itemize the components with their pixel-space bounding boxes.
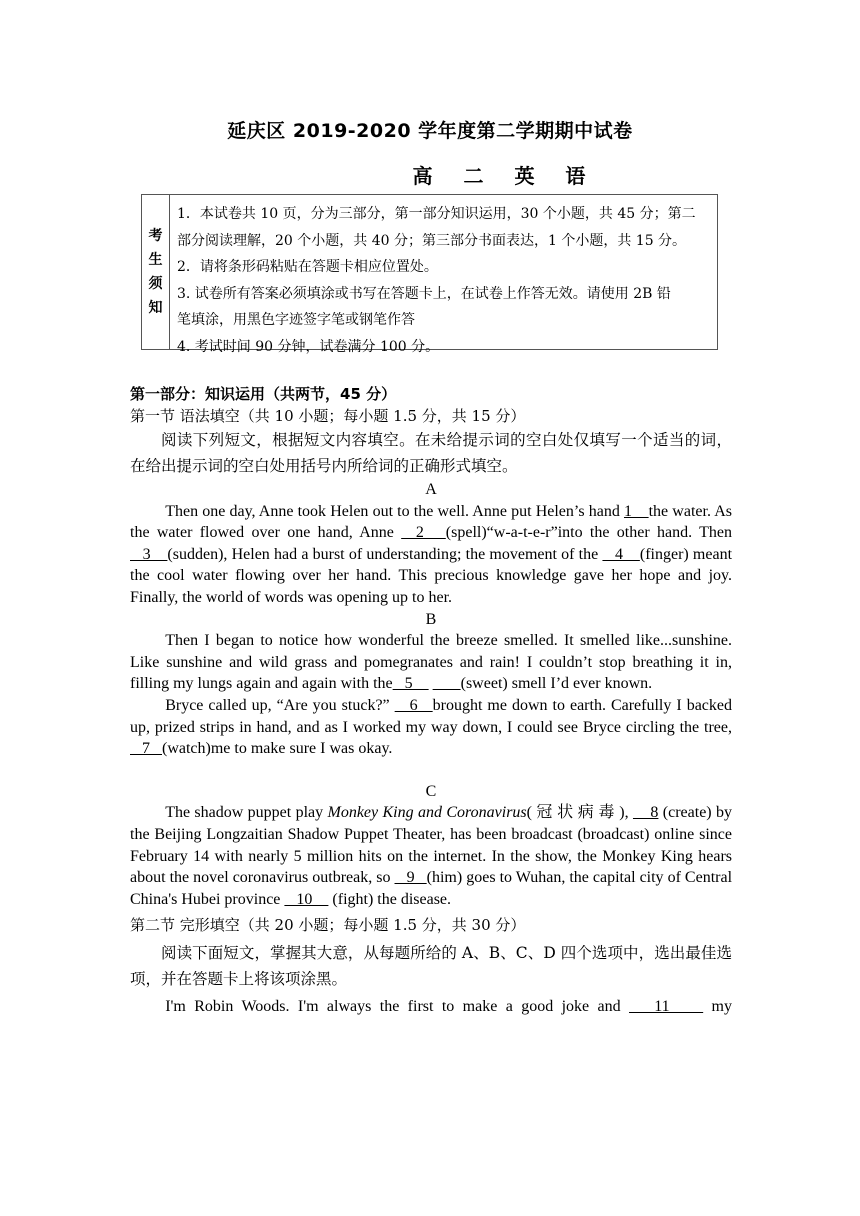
- passage-a: [130, 501, 732, 609]
- blank-3: 3: [130, 545, 168, 563]
- passage-text: ( 冠 状 病 毒 ),: [526, 804, 633, 822]
- passage-text: Bryce called up, “Are you stuck?”: [165, 696, 395, 714]
- spacer: [130, 760, 732, 781]
- notice-label-char: 须: [148, 276, 163, 292]
- passage-text: (create) by the Beijing Longzaitian Shadow Puppet Theater, has been broadcast (broadcast) online since February 14 with nearly 5 million hits on the internet. In the show, the Monkey King hears about the novel coronavirus outbreak, so: [130, 804, 733, 887]
- passage-text: my: [703, 998, 733, 1016]
- blank-10: 10: [284, 890, 329, 908]
- passage-text: (sudden), Helen had a burst of understanding; the movement of the: [167, 545, 603, 563]
- blank-5-extension: [433, 675, 461, 692]
- exam-title: 延庆区 2019-2020 学年度第二学期期中试卷: [227, 120, 633, 142]
- passage-text: (fight) the disease.: [328, 890, 452, 908]
- passage-text: (finger) meant the cool water flowing over her hand. This precious knowledge gave her hope and joy. Finally, the world of words was opening up to her.: [130, 545, 733, 606]
- blank-5: 5: [392, 675, 429, 693]
- notice-body: [170, 195, 717, 355]
- blank-11: 11: [629, 998, 704, 1016]
- passage-text: (sweet) smell I’d ever known.: [460, 675, 653, 693]
- passage-c: [130, 802, 732, 910]
- blank-2: 2: [401, 524, 446, 542]
- notice-label-char: 生: [148, 252, 163, 268]
- notice-label-char: 考: [148, 228, 163, 244]
- passage-text: brought me down to earth. Carefully I backed up, prized strips in hand, and as I worked my way down, I could see Bryce circling the tree,: [130, 696, 733, 736]
- exam-subject: 高 二 英 语: [412, 164, 598, 188]
- notice-line: 2．请将条形码粘贴在答题卡相应位置处。: [177, 259, 438, 275]
- notice-line: 部分阅读理解，20 个小题，共 40 分；第三部分书面表达，1 个小题，共 15 分。: [177, 232, 687, 249]
- notice-label-char: 知: [148, 300, 163, 316]
- part1-heading: 第一部分：知识运用（共两节，45 分）: [130, 385, 397, 403]
- passage-text: the water. As the water flowed over one hand, Anne: [130, 502, 733, 542]
- passage-text: I'm Robin Woods. I'm always the first to make a good joke and: [165, 998, 630, 1016]
- passage-text: The shadow puppet play: [165, 804, 328, 822]
- section1-heading: 第一节 语法填空（共 10 小题；每小题 1.5 分，共 15 分）: [130, 407, 526, 425]
- notice-line: 1．本试卷共 10 页，分为三部分，第一部分知识运用，30 个小题，共 45 分；第二: [177, 206, 696, 222]
- cloze-passage: [130, 996, 732, 1018]
- notice-line: 4. 考试时间 90 分钟，试卷满分 100 分。: [177, 338, 440, 355]
- notice-line: 3. 试卷所有答案必须填涂或书写在答题卡上，在试卷上作答无效。请使用 2B 铅: [177, 285, 671, 302]
- passage-text: (him) goes to Wuhan, the capital city of Central China's Hubei province: [130, 869, 733, 908]
- blank-9: 9: [394, 869, 427, 887]
- play-title: Monkey King and Coronavirus: [327, 804, 527, 822]
- notice-line: 笔填涂，用黑色字迹签字笔或钢笔作答: [177, 312, 415, 328]
- passage-text: (watch)me to make sure I was okay.: [162, 740, 393, 758]
- section2-instructions: 阅读下面短文，掌握其大意，从每题所给的 A、B、C、D 四个选项中，选出最佳选项，并在答题卡上将该项涂黑。: [130, 944, 732, 989]
- passage-c-label: C: [425, 782, 437, 800]
- blank-1: 1: [623, 502, 649, 520]
- blank-6: 6: [394, 696, 433, 714]
- passage-b-para-2: [130, 695, 732, 760]
- exam-content: [130, 383, 732, 1018]
- passage-text: (spell)“w-a-t-e-r”into the other hand. Then: [445, 524, 733, 542]
- passage-text: Then I began to notice how wonderful the breeze smelled. It smelled like...sunshine. Like sunshine and wild grass and pomegranates and rain! I couldn’t stop breathing it in, filling my lungs again and again with the: [130, 632, 732, 693]
- blank-4: 4: [602, 545, 640, 563]
- notice-box: [141, 194, 718, 355]
- notice-label: [142, 195, 170, 349]
- section1-instructions: 阅读下列短文，根据短文内容填空。在未给提示词的空白处仅填写一个适当的词，在给出提示词的空白处用括号内所给词的正确形式填空。: [130, 431, 732, 475]
- passage-b-para-1: [130, 630, 732, 695]
- blank-8: 8: [632, 804, 659, 822]
- passage-a-label: A: [425, 481, 437, 498]
- blank-7: 7: [130, 740, 162, 758]
- passage-text: Then one day, Anne took Helen out to the well. Anne put Helen’s hand: [165, 502, 624, 520]
- passage-b-label: B: [425, 610, 437, 628]
- section2-heading: 第二节 完形填空（共 20 小题；每小题 1.5 分，共 30 分）: [130, 916, 526, 935]
